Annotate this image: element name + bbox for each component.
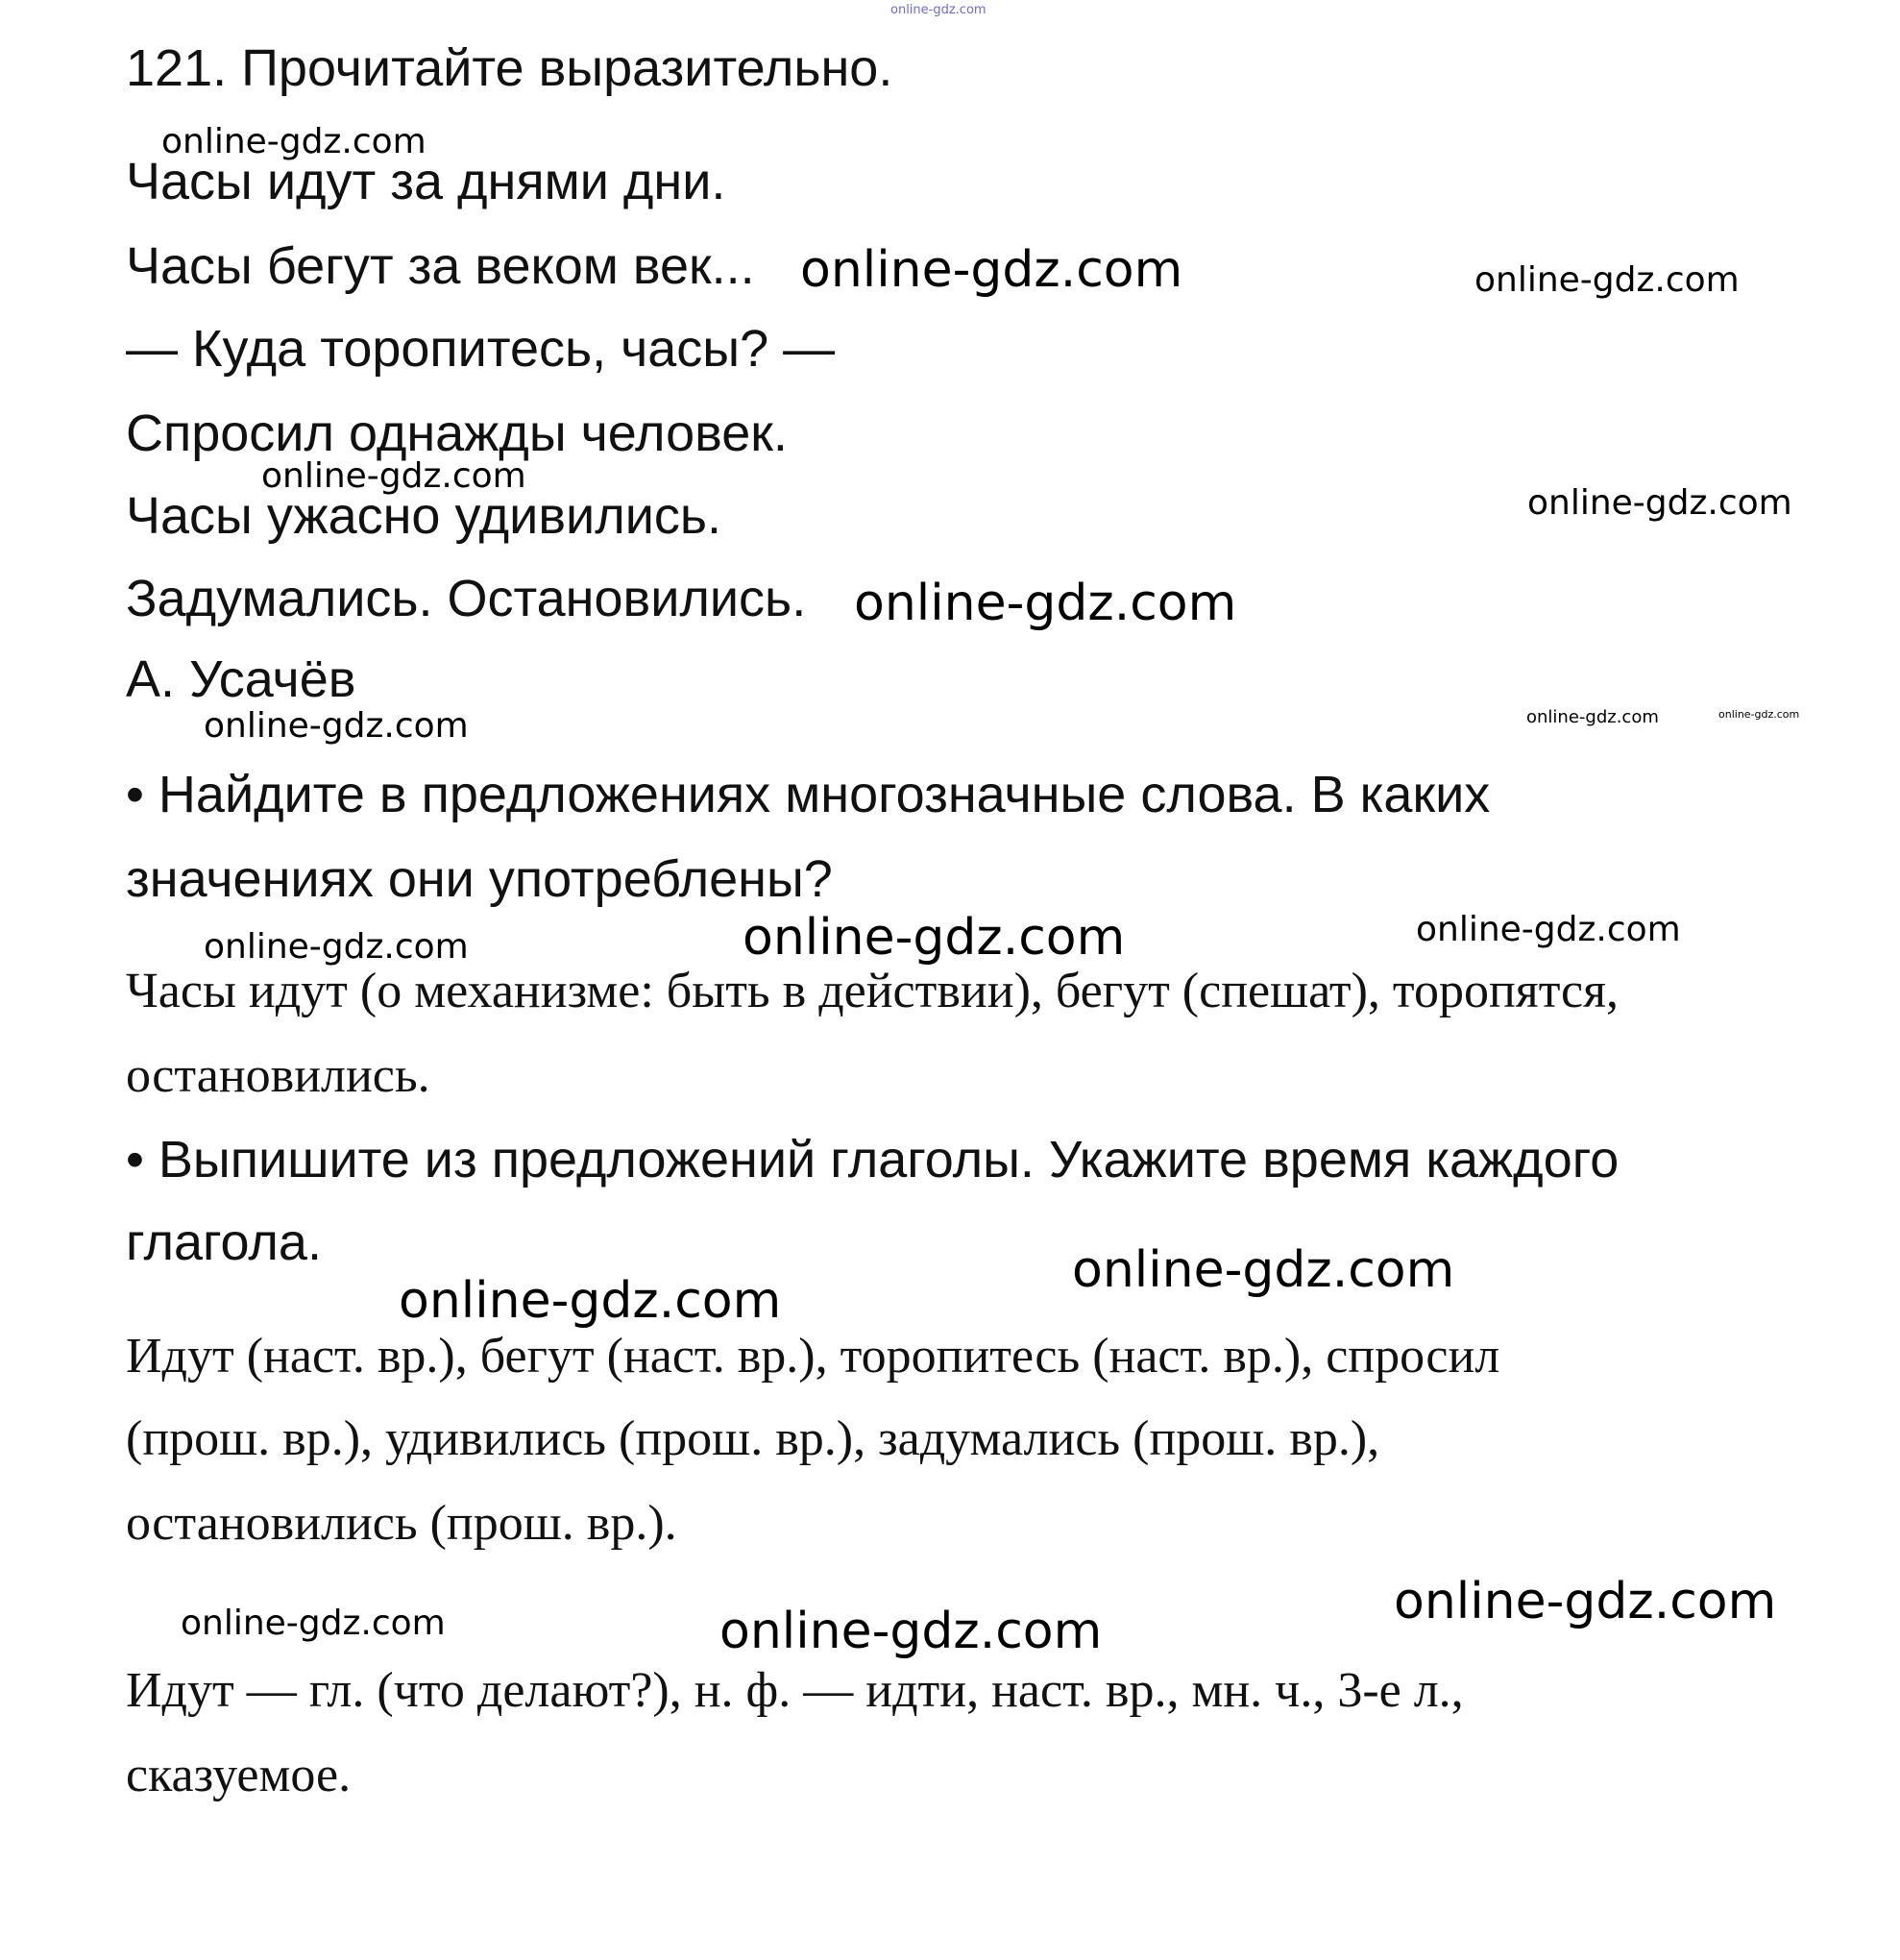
poem-line: Спросил однажды человек. bbox=[126, 404, 788, 462]
exercise-title: 121. Прочитайте выразительно. bbox=[126, 39, 893, 97]
watermark: online-gdz.com bbox=[1527, 483, 1792, 523]
watermark: online-gdz.com bbox=[161, 122, 426, 161]
watermark: online-gdz.com bbox=[261, 456, 526, 496]
watermark: online-gdz.com bbox=[181, 1604, 446, 1643]
task1-answer-line: остановились. bbox=[126, 1048, 430, 1103]
task1-question-line: • Найдите в предложениях многозначные слова. В каких bbox=[126, 766, 1491, 823]
watermark: online-gdz.com bbox=[1394, 1573, 1777, 1630]
task2-answer-line: остановились (прош. вр.). bbox=[126, 1496, 677, 1551]
analysis-line: сказуемое. bbox=[126, 1748, 352, 1802]
analysis-line: Идут — гл. (что делают?), н. ф. — идти, наст. вр., мн. ч., 3-е л., bbox=[126, 1663, 1464, 1718]
poem-line: Часы бегут за веком век... bbox=[126, 237, 755, 295]
task2-question-line: • Выпишите из предложений глаголы. Укажите время каждого bbox=[126, 1131, 1620, 1188]
poem-line: — Куда торопитесь, часы? — bbox=[126, 320, 836, 378]
watermark: online-gdz.com bbox=[399, 1272, 782, 1330]
watermark: online-gdz.com bbox=[204, 927, 469, 967]
poem-line: Задумались. Остановились. bbox=[126, 570, 807, 627]
task1-answer-line: Часы идут (о механизме: быть в действии), бегут (спешат), торопятся, bbox=[126, 964, 1620, 1018]
watermark: online-gdz.com bbox=[800, 241, 1183, 299]
task1-question-line: значениях они употреблены? bbox=[126, 850, 833, 908]
poem-line: Часы идут за днями дни. bbox=[126, 153, 726, 210]
watermark: online-gdz.com bbox=[1474, 260, 1740, 300]
task2-answer-line: (прош. вр.), удивились (прош. вр.), задумались (прош. вр.), bbox=[126, 1411, 1380, 1466]
watermark: online-gdz.com bbox=[854, 575, 1237, 632]
watermark: online-gdz.com bbox=[1072, 1241, 1455, 1299]
poem-line: Часы ужасно удивились. bbox=[126, 487, 721, 545]
watermark: online-gdz.com bbox=[1718, 708, 1800, 721]
task2-question-line: глагола. bbox=[126, 1213, 322, 1271]
watermark: online-gdz.com bbox=[1526, 707, 1659, 727]
poem-author: А. Усачёв bbox=[126, 650, 356, 708]
task2-answer-line: Идут (наст. вр.), бегут (наст. вр.), торопитесь (наст. вр.), спросил bbox=[126, 1329, 1500, 1384]
watermark: online-gdz.com bbox=[743, 909, 1126, 967]
watermark: online-gdz.com bbox=[1416, 910, 1681, 949]
watermark: online-gdz.com bbox=[890, 3, 987, 17]
watermark: online-gdz.com bbox=[719, 1603, 1103, 1660]
watermark: online-gdz.com bbox=[204, 706, 469, 746]
